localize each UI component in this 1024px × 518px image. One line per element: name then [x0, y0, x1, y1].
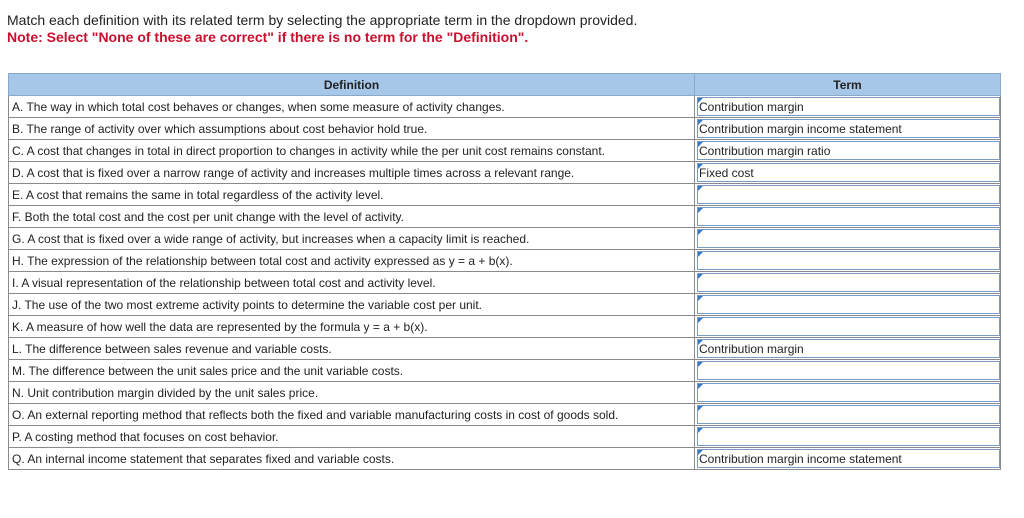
table-row — [9, 206, 1001, 228]
dropdown-corner-icon — [698, 230, 703, 235]
matching-table — [8, 73, 1001, 470]
term-dropdown[interactable] — [697, 427, 1000, 446]
table-row — [9, 140, 1001, 162]
definition-cell: M. The difference between the unit sales price and the unit variable costs. — [9, 360, 695, 382]
table-row — [9, 448, 1001, 470]
term-dropdown-value: Contribution margin income statement — [699, 122, 902, 136]
definition-cell: N. Unit contribution margin divided by the unit sales price. — [9, 382, 695, 404]
term-cell — [695, 316, 1001, 338]
term-header: Term — [695, 74, 1001, 96]
term-dropdown[interactable] — [697, 119, 1000, 138]
term-dropdown[interactable] — [697, 229, 1000, 248]
definition-cell: J. The use of the two most extreme activity points to determine the variable cost per unit. — [9, 294, 695, 316]
term-dropdown-value: Fixed cost — [699, 166, 754, 180]
term-cell — [695, 184, 1001, 206]
term-dropdown-value: Contribution margin ratio — [699, 144, 831, 158]
term-cell — [695, 448, 1001, 470]
term-cell — [695, 360, 1001, 382]
definition-cell: L. The difference between sales revenue and variable costs. — [9, 338, 695, 360]
dropdown-corner-icon — [698, 318, 703, 323]
definition-cell: C. A cost that changes in total in direct proportion to changes in activity while the per unit cost remains constant. — [9, 140, 695, 162]
dropdown-corner-icon — [698, 252, 703, 257]
definition-cell: Q. An internal income statement that separates fixed and variable costs. — [9, 448, 695, 470]
term-dropdown[interactable] — [697, 405, 1000, 424]
term-cell — [695, 272, 1001, 294]
term-dropdown[interactable] — [697, 207, 1000, 226]
term-cell — [695, 382, 1001, 404]
definition-cell: G. A cost that is fixed over a wide range of activity, but increases when a capacity limit is reached. — [9, 228, 695, 250]
dropdown-corner-icon — [698, 164, 703, 169]
term-cell — [695, 338, 1001, 360]
term-cell — [695, 140, 1001, 162]
definition-cell: K. A measure of how well the data are represented by the formula y = a + b(x). — [9, 316, 695, 338]
term-dropdown[interactable] — [697, 97, 1000, 116]
definition-cell: O. An external reporting method that reflects both the fixed and variable manufacturing costs in cost of goods sold. — [9, 404, 695, 426]
definition-cell: D. A cost that is fixed over a narrow range of activity and increases multiple times across a relevant range. — [9, 162, 695, 184]
definition-cell: H. The expression of the relationship between total cost and activity expressed as y = a + b(x). — [9, 250, 695, 272]
table-row — [9, 96, 1001, 118]
table-row — [9, 118, 1001, 140]
definition-header: Definition — [9, 74, 695, 96]
table-row — [9, 294, 1001, 316]
term-dropdown-value: Contribution margin income statement — [699, 452, 902, 466]
dropdown-corner-icon — [698, 274, 703, 279]
term-cell — [695, 250, 1001, 272]
term-dropdown[interactable] — [697, 383, 1000, 402]
definition-cell: P. A costing method that focuses on cost behavior. — [9, 426, 695, 448]
instructions — [7, 12, 637, 46]
table-row — [9, 426, 1001, 448]
term-dropdown[interactable] — [697, 163, 1000, 182]
definition-cell: E. A cost that remains the same in total regardless of the activity level. — [9, 184, 695, 206]
dropdown-corner-icon — [698, 428, 703, 433]
dropdown-corner-icon — [698, 186, 703, 191]
term-dropdown[interactable] — [697, 273, 1000, 292]
definition-cell: A. The way in which total cost behaves or changes, when some measure of activity changes. — [9, 96, 695, 118]
dropdown-corner-icon — [698, 450, 703, 455]
term-cell — [695, 294, 1001, 316]
table-row — [9, 184, 1001, 206]
term-cell — [695, 96, 1001, 118]
dropdown-corner-icon — [698, 406, 703, 411]
dropdown-corner-icon — [698, 340, 703, 345]
dropdown-corner-icon — [698, 296, 703, 301]
term-cell — [695, 404, 1001, 426]
term-dropdown[interactable] — [697, 317, 1000, 336]
dropdown-corner-icon — [698, 384, 703, 389]
table-row — [9, 360, 1001, 382]
term-dropdown-value: Contribution margin — [699, 100, 804, 114]
term-dropdown-value: Contribution margin — [699, 342, 804, 356]
table-row — [9, 404, 1001, 426]
table-row — [9, 338, 1001, 360]
definition-cell: B. The range of activity over which assumptions about cost behavior hold true. — [9, 118, 695, 140]
table-row — [9, 272, 1001, 294]
term-dropdown[interactable] — [697, 251, 1000, 270]
term-cell — [695, 426, 1001, 448]
table-row — [9, 382, 1001, 404]
dropdown-corner-icon — [698, 98, 703, 103]
instructions-main: Match each definition with its related term by selecting the appropriate term in the dropdown provided. — [7, 12, 638, 28]
instructions-note: Note: Select "None of these are correct" if there is no term for the "Definition". — [7, 29, 529, 45]
term-dropdown[interactable] — [697, 295, 1000, 314]
dropdown-corner-icon — [698, 120, 703, 125]
term-dropdown[interactable] — [697, 449, 1000, 468]
term-dropdown[interactable] — [697, 185, 1000, 204]
header-row — [9, 74, 1001, 96]
dropdown-corner-icon — [698, 362, 703, 367]
table-row — [9, 250, 1001, 272]
term-dropdown[interactable] — [697, 339, 1000, 358]
term-cell — [695, 228, 1001, 250]
definition-cell: F. Both the total cost and the cost per unit change with the level of activity. — [9, 206, 695, 228]
table-row — [9, 162, 1001, 184]
term-dropdown[interactable] — [697, 141, 1000, 160]
table-row — [9, 228, 1001, 250]
term-cell — [695, 162, 1001, 184]
term-cell — [695, 206, 1001, 228]
dropdown-corner-icon — [698, 142, 703, 147]
term-cell — [695, 118, 1001, 140]
dropdown-corner-icon — [698, 208, 703, 213]
definition-cell: I. A visual representation of the relationship between total cost and activity level. — [9, 272, 695, 294]
table-row — [9, 316, 1001, 338]
term-dropdown[interactable] — [697, 361, 1000, 380]
